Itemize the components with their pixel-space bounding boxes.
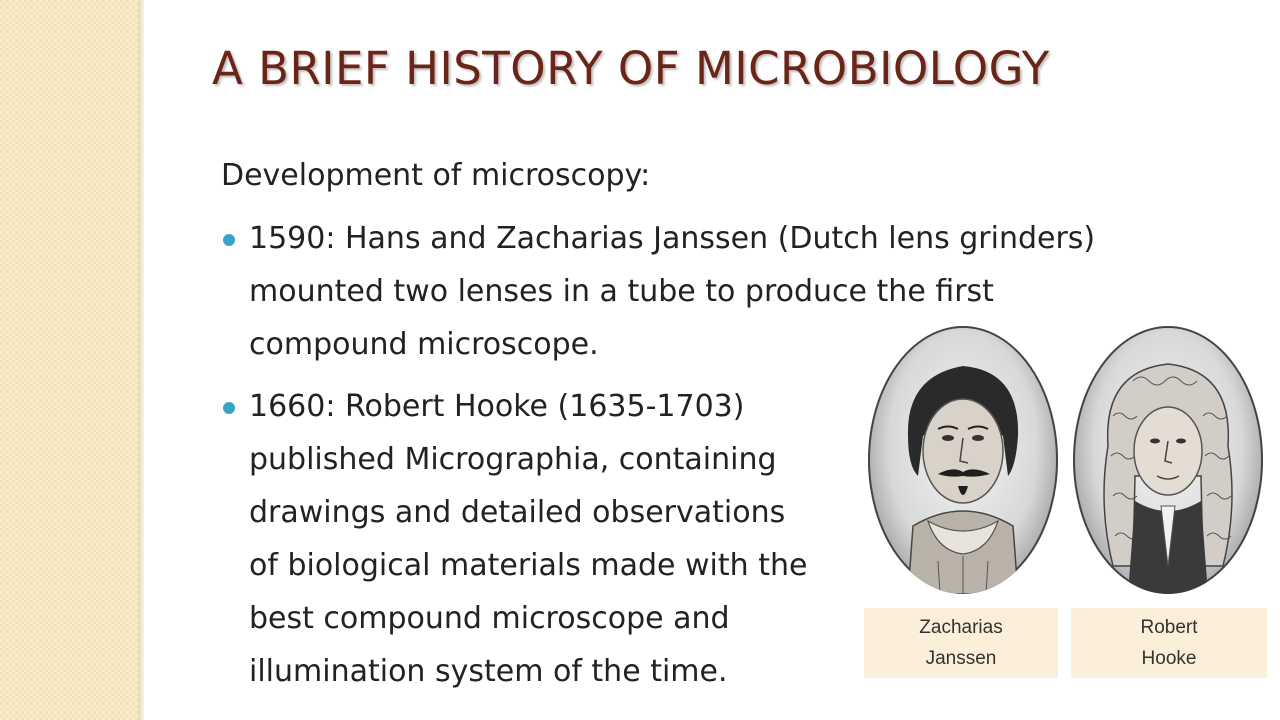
bullet-line: of biological materials made with the — [249, 548, 808, 583]
bullet-item-janssen — [221, 212, 1221, 371]
caption-first-name: Zacharias — [919, 617, 1003, 638]
bullet-text — [249, 380, 881, 698]
slide-title: A BRIEF HISTORY OF MICROBIOLOGY — [212, 42, 1050, 95]
portrait-janssen-drawing — [868, 326, 1058, 594]
intro-text: Development of microscopy: — [221, 158, 651, 193]
bullet-item-hooke — [221, 380, 881, 698]
decorative-side-band — [0, 0, 138, 720]
bullet-dot-icon — [223, 402, 235, 414]
portrait-zacharias-janssen — [868, 326, 1058, 594]
bullet-dot-icon — [223, 234, 235, 246]
caption-first-name: Robert — [1140, 617, 1198, 638]
bullet-line: compound microscope. — [249, 327, 599, 362]
caption-last-name: Hooke — [1141, 648, 1197, 669]
caption-hooke — [1071, 608, 1267, 678]
bullet-line: illumination system of the time. — [249, 654, 728, 689]
caption-last-name: Janssen — [925, 648, 997, 669]
bullet-line: 1660: Robert Hooke (1635-1703) — [249, 389, 745, 424]
side-band-edge — [138, 0, 144, 720]
bullet-text — [249, 212, 1221, 371]
bullet-line: drawings and detailed observations — [249, 495, 786, 530]
portrait-robert-hooke — [1073, 326, 1263, 594]
portrait-hooke-drawing — [1073, 326, 1263, 594]
bullet-line: best compound microscope and — [249, 601, 730, 636]
bullet-line: mounted two lenses in a tube to produce the first — [249, 274, 994, 309]
bullet-line: published Micrographia, containing — [249, 442, 777, 477]
caption-janssen — [864, 608, 1058, 678]
bullet-line: 1590: Hans and Zacharias Janssen (Dutch lens grinders) — [249, 221, 1096, 256]
